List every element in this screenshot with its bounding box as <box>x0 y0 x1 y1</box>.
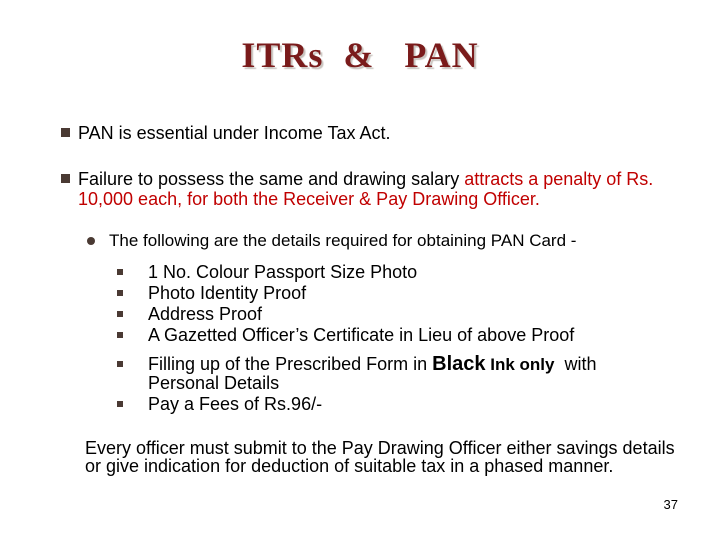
page-number: 37 <box>663 497 678 512</box>
list-item: Pay a Fees of Rs.96/- <box>148 394 323 414</box>
small-square-bullet-icon <box>117 401 123 407</box>
bullet-penalty-line1 <box>78 169 653 189</box>
footer-text-line2: or give indication for deduction of suitable tax in a phased manner. <box>85 456 614 476</box>
list-item-form <box>148 354 596 375</box>
with-text: with <box>554 354 597 374</box>
list-item-form-line2: Personal Details <box>148 373 280 393</box>
footer-text-line1: Every officer must submit to the Pay Drawing Officer either savings details <box>85 438 675 458</box>
form-text: Filling up of the Prescribed Form in <box>148 354 433 374</box>
penalty-text: Failure to possess the same and drawing salary <box>78 169 465 189</box>
square-bullet-icon <box>61 174 70 183</box>
ink-only-text: Ink only <box>485 355 555 374</box>
bullet-penalty-line2: 10,000 each, for both the Receiver & Pay Drawing Officer. <box>78 189 540 209</box>
square-bullet-icon <box>61 128 70 137</box>
round-bullet-icon <box>87 237 95 245</box>
small-square-bullet-icon <box>117 332 123 338</box>
small-square-bullet-icon <box>117 269 123 275</box>
list-item: Photo Identity Proof <box>148 283 307 303</box>
penalty-text-red: attracts a penalty of Rs. <box>464 169 654 189</box>
small-square-bullet-icon <box>117 311 123 317</box>
slide-title: ITRs & PAN <box>241 35 479 75</box>
black-text: Black <box>432 353 486 375</box>
small-square-bullet-icon <box>117 290 123 296</box>
bullet-pan-essential: PAN is essential under Income Tax Act. <box>78 123 391 143</box>
sub-bullet-details: The following are the details required for obtaining PAN Card - <box>109 231 577 250</box>
list-item: 1 No. Colour Passport Size Photo <box>148 262 418 282</box>
small-square-bullet-icon <box>117 361 123 367</box>
list-item: A Gazetted Officer’s Certificate in Lieu of above Proof <box>148 325 575 345</box>
list-item: Address Proof <box>148 304 263 324</box>
